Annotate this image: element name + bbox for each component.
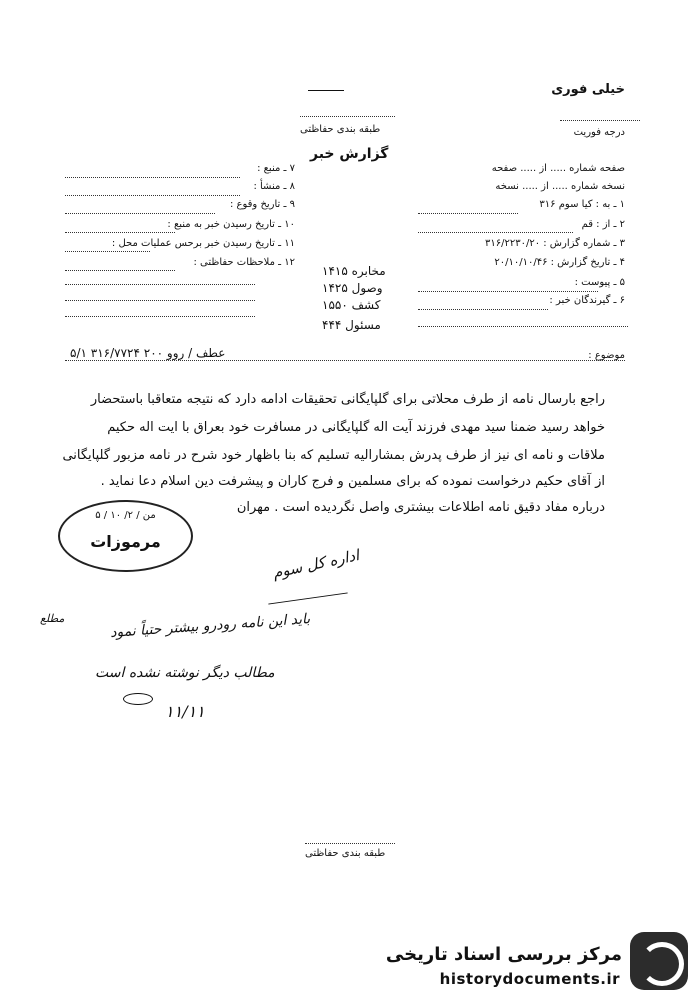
stamp-date: من / ۲/ ۱۰ / ۵	[95, 510, 156, 521]
urgency-label: خیلی فوری	[551, 82, 625, 97]
field-page-number: صفحه شماره ..... از ..... صفحه	[491, 163, 625, 174]
classification-bottom-line	[305, 843, 395, 844]
field-origin-line	[65, 195, 240, 196]
routing-decoded: کشف ۱۵۵۰	[322, 298, 381, 312]
stamp-label: مرموزات	[90, 532, 161, 551]
field-origin: ۸ ـ منشأ :	[253, 181, 295, 192]
handwritten-note-line-1: باید این نامه رودرو بیشتر حتیاً نمود	[109, 611, 311, 641]
right-blank-line	[418, 326, 628, 327]
handwritten-oval	[123, 693, 153, 705]
field-from: ۲ ـ از : قم	[581, 219, 625, 230]
field-protection-notes: ۱۲ ـ ملاحظات حفاظتی :	[193, 257, 295, 268]
field-protection-notes-line	[65, 270, 175, 271]
routing-received: وصول ۱۴۲۵	[322, 281, 383, 295]
logo-curve-shape	[640, 942, 684, 986]
routing-transmit: مخابره ۱۴۱۵	[322, 264, 386, 278]
reference-number: عطف / روو ۲۰۰ ۳۱۶/۷۷۲۴ ۵/۱	[70, 346, 226, 360]
field-event-date-line	[65, 213, 215, 214]
brand-title: مرکز بررسی اسناد تاریخی	[385, 944, 622, 965]
classification-line	[300, 116, 395, 117]
signature-underline	[268, 592, 347, 604]
field-source-line	[65, 177, 240, 178]
field-date-to-source-line	[65, 232, 175, 233]
brand-url: historydocuments.ir	[439, 970, 620, 988]
priority-line	[560, 120, 640, 121]
field-from-line	[418, 232, 573, 233]
subject-line	[65, 360, 625, 361]
field-date-to-office-line	[65, 251, 150, 252]
classification-bottom: طبقه بندی حفاظتی	[305, 848, 386, 859]
field-date-to-source: ۱۰ ـ تاریخ رسیدن خبر به منبع :	[167, 219, 295, 230]
body-line-5: درباره مفاد دقیق نامه اطلاعات بیشتری واصل نگردیده است . مهران	[236, 500, 605, 515]
field-attachment-line	[418, 291, 598, 292]
handwritten-note-line-2: مطالب دیگر نوشته نشده است	[95, 665, 275, 681]
field-report-number: ۳ ـ شماره گزارش : ۳۱۶/۲۲۳۰/۲۰	[484, 238, 625, 249]
field-date-to-office: ۱۱ ـ تاریخ رسیدن خبر برحس عملیات محل :	[111, 238, 295, 249]
subject-label: موضوع :	[588, 350, 625, 361]
body-line-2: خواهد رسید ضمنا سید مهدی فرزند آیت اله گلپایگانی در مسافرت خود بعراق با ایت اله حکیم	[107, 420, 605, 435]
body-line-1: راجع بارسال نامه از طرف محلاتی برای گلپایگانی تحقیقات ادامه دارد که نتیجه متعاقبا باستحضار	[90, 392, 605, 407]
header-dash	[308, 90, 344, 91]
handwritten-number: ۱۱/۱۱	[165, 702, 205, 721]
handwritten-side-word: مطلع	[40, 612, 65, 625]
coded-stamp	[58, 500, 193, 572]
field-recipients-line	[418, 309, 548, 310]
routing-officer: مسئول ۴۴۴	[322, 318, 381, 332]
field-recipients: ۶ ـ گیرندگان خبر :	[549, 295, 625, 306]
field-event-date: ۹ ـ تاریخ وقوع :	[229, 199, 295, 210]
priority-label: درجه فوریت	[573, 127, 625, 138]
field-to: ۱ ـ به : کیا سوم ۳۱۶	[539, 199, 625, 210]
body-line-4: از آقای حکیم درخواست نموده که برای مسلمین و فرج کاران و پیشرفت دین اسلام دعا نماید .	[100, 474, 605, 489]
signature: اداره کل سوم	[271, 546, 361, 582]
blank-line-1	[65, 284, 255, 285]
body-line-3: ملاقات و نامه ای نیز از طرف پدرش بمشارالیه تسلیم که بنا باظهار خود شرح در نامه مزبور گلپایگانی	[62, 448, 605, 463]
classification-top: طبقه بندی حفاظتی	[300, 124, 381, 135]
report-title: گزارش خبر	[310, 146, 389, 162]
blank-line-3	[65, 316, 255, 317]
brand-logo-icon	[630, 932, 688, 990]
field-source: ۷ ـ منبع :	[257, 163, 295, 174]
blank-line-2	[65, 300, 255, 301]
field-to-line	[418, 213, 518, 214]
field-report-date: ۴ ـ تاریخ گزارش : ۲۰/۱۰/۱۰/۴۶	[494, 257, 625, 268]
field-attachment: ۵ ـ پیوست :	[574, 277, 625, 288]
field-copy-number: نسخه شماره ..... از ..... نسخه	[495, 181, 625, 192]
